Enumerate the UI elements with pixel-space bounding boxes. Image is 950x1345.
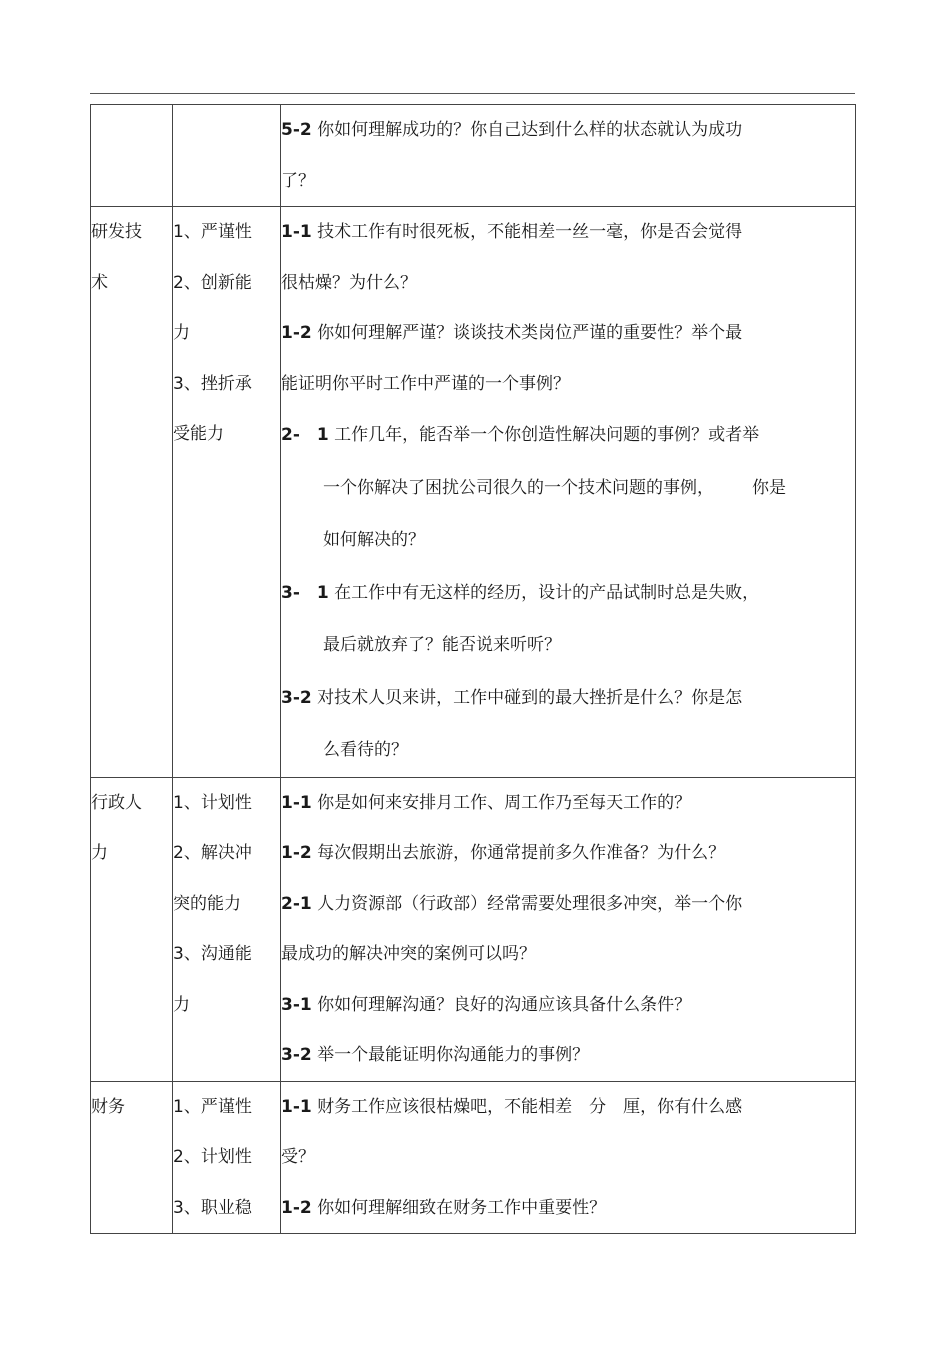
department-text: 财务 bbox=[91, 1096, 125, 1117]
table-row bbox=[91, 1081, 856, 1234]
competency-cell bbox=[173, 105, 281, 207]
question-line bbox=[281, 308, 855, 359]
question-line bbox=[281, 1082, 855, 1133]
competency-text: 力 bbox=[173, 994, 190, 1015]
top-rule bbox=[90, 93, 855, 94]
question-number: 1-2 bbox=[281, 1197, 312, 1218]
competency-text: 2、计划性 bbox=[173, 1147, 252, 1167]
competency-text: 1、严谨性 bbox=[173, 222, 252, 242]
competency-text: 1、严谨性 bbox=[173, 1096, 252, 1117]
question-text: 你如何理解细致在财务工作中重要性？ bbox=[317, 1197, 607, 1218]
question-text: 举一个最能证明你沟通能力的事例？ bbox=[317, 1045, 590, 1065]
department-text: 研发技 bbox=[91, 222, 142, 242]
question-line bbox=[281, 879, 855, 930]
question-text: 么看待的？ bbox=[323, 740, 408, 760]
question-line bbox=[281, 1183, 855, 1234]
question-line bbox=[281, 105, 855, 156]
question-number: 3- 1 bbox=[281, 582, 329, 603]
question-line bbox=[281, 1132, 855, 1183]
competency-text: 2、解决冲 bbox=[173, 843, 252, 863]
question-number: 5-2 bbox=[281, 120, 312, 140]
question-text: 最成功的解决冲突的案例可以吗？ bbox=[281, 944, 536, 964]
question-line bbox=[281, 929, 855, 980]
interview-questions-table bbox=[90, 104, 856, 1234]
department-cell bbox=[91, 777, 173, 1081]
table-row bbox=[91, 207, 856, 778]
department-text: 力 bbox=[91, 843, 108, 863]
question-cell bbox=[281, 105, 856, 207]
competency-text: 力 bbox=[173, 323, 190, 343]
question-line bbox=[281, 980, 855, 1031]
question-line bbox=[281, 207, 855, 258]
question-text: 你如何理解沟通？良好的沟通应该具备什么条件？ bbox=[317, 994, 692, 1015]
question-line bbox=[281, 514, 855, 567]
question-line bbox=[281, 778, 855, 829]
question-line bbox=[281, 359, 855, 410]
question-text: 受？ bbox=[281, 1147, 315, 1167]
table-row bbox=[91, 105, 856, 207]
competency-cell bbox=[173, 777, 281, 1081]
question-line bbox=[281, 828, 855, 879]
question-text: 最后就放弃了？能否说来听听？ bbox=[323, 635, 561, 655]
question-text-tail: 你是 bbox=[752, 477, 786, 498]
question-number: 2- 1 bbox=[281, 425, 329, 445]
competency-cell bbox=[173, 207, 281, 778]
question-text: 工作几年，能否举一个你创造性解决问题的事例？或者举 bbox=[334, 425, 760, 445]
question-text: 人力资源部（行政部）经常需要处理很多冲突，举一个你 bbox=[317, 893, 743, 914]
question-number: 3-2 bbox=[281, 687, 312, 708]
department-text: 术 bbox=[91, 272, 108, 293]
competency-cell bbox=[173, 1081, 281, 1234]
question-line bbox=[281, 258, 855, 309]
question-cell bbox=[281, 207, 856, 778]
competency-text: 突的能力 bbox=[173, 893, 241, 914]
question-number: 3-1 bbox=[281, 994, 312, 1015]
question-text: 财务工作应该很枯燥吧，不能相差 分 厘，你有什么感 bbox=[317, 1096, 743, 1117]
competency-text: 3、挫折承 bbox=[173, 373, 252, 394]
question-line bbox=[281, 724, 855, 777]
competency-text: 受能力 bbox=[173, 424, 224, 444]
competency-text: 2、创新能 bbox=[173, 272, 252, 293]
competency-text: 1、计划性 bbox=[173, 792, 252, 813]
question-cell bbox=[281, 1081, 856, 1234]
question-text: 一个你解决了困扰公司很久的一个技术问题的事例， bbox=[323, 477, 714, 498]
question-number: 2-1 bbox=[281, 893, 312, 914]
question-text: 很枯燥？为什么？ bbox=[281, 272, 417, 293]
question-line bbox=[281, 409, 855, 462]
question-text: 你如何理解成功的？你自己达到什么样的状态就认为成功 bbox=[317, 120, 743, 140]
question-text: 能证明你平时工作中严谨的一个事例？ bbox=[281, 373, 570, 394]
question-text: 对技术人贝来讲，工作中碰到的最大挫折是什么？你是怎 bbox=[317, 687, 743, 708]
question-line bbox=[281, 672, 855, 725]
question-number: 1-2 bbox=[281, 843, 312, 863]
question-line bbox=[281, 462, 855, 515]
department-cell bbox=[91, 105, 173, 207]
question-number: 1-1 bbox=[281, 1096, 312, 1117]
department-cell bbox=[91, 207, 173, 778]
question-text: 技术工作有时很死板，不能相差一丝一毫，你是否会觉得 bbox=[317, 222, 743, 242]
question-text: 你是如何来安排月工作、周工作乃至每天工作的？ bbox=[317, 792, 692, 813]
question-text: 你如何理解严谨？谈谈技术类岗位严谨的重要性？举个最 bbox=[317, 323, 743, 343]
question-line bbox=[281, 619, 855, 672]
table-row bbox=[91, 777, 856, 1081]
question-number: 1-1 bbox=[281, 792, 312, 813]
department-text: 行政人 bbox=[91, 792, 142, 813]
department-cell bbox=[91, 1081, 173, 1234]
question-line bbox=[281, 156, 855, 207]
question-line bbox=[281, 567, 855, 620]
question-text: 在工作中有无这样的经历，设计的产品试制时总是失败， bbox=[334, 582, 760, 603]
question-cell bbox=[281, 777, 856, 1081]
competency-text: 3、职业稳 bbox=[173, 1197, 252, 1218]
question-line bbox=[281, 1030, 855, 1081]
question-number: 1-2 bbox=[281, 323, 312, 343]
question-number: 1-1 bbox=[281, 222, 312, 242]
competency-text: 3、沟通能 bbox=[173, 944, 252, 964]
question-text: 如何解决的？ bbox=[323, 530, 425, 550]
question-text: 了？ bbox=[281, 170, 315, 191]
question-text: 每次假期出去旅游，你通常提前多久作准备？为什么？ bbox=[317, 843, 726, 863]
question-number: 3-2 bbox=[281, 1045, 312, 1065]
